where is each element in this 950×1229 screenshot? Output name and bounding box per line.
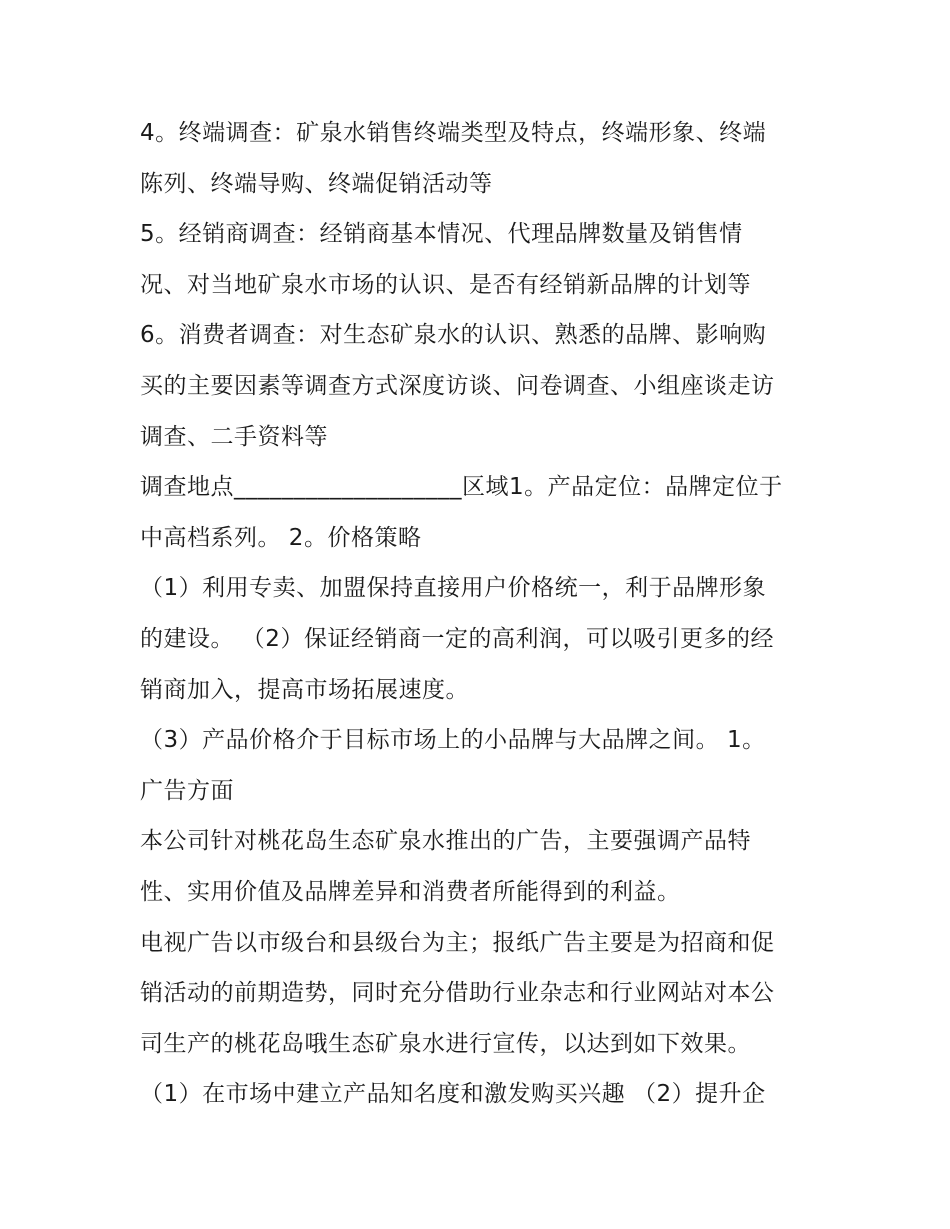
text-line: 调查地点___________________区域1。产品定位：品牌定位于 xyxy=(140,474,783,501)
text-line: 况、对当地矿泉水市场的认识、是否有经销新品牌的计划等 xyxy=(140,271,751,298)
text-line: 的建设。 （2）保证经销商一定的高利润，可以吸引更多的经 xyxy=(140,625,774,652)
text-line: 销商加入，提高市场拓展速度。 xyxy=(140,676,469,703)
text-line: 4。终端调查：矿泉水销售终端类型及特点，终端形象、终端 xyxy=(140,120,767,146)
text-line: 买的主要因素等调查方式深度访谈、问卷调查、小组座谈走访 xyxy=(140,372,775,399)
text-line: 销活动的前期造势，同时充分借助行业杂志和行业网站对本公 xyxy=(140,980,775,1007)
text-line: 司生产的桃花岛哦生态矿泉水进行宣传，以达到如下效果。 xyxy=(140,1030,751,1057)
text-line: 性、实用价值及品牌差异和消费者所能得到的利益。 xyxy=(140,878,681,905)
text-line: 广告方面 xyxy=(140,777,234,804)
text-line: 本公司针对桃花岛生态矿泉水推出的广告，主要强调产品特 xyxy=(140,828,751,855)
text-line: 5。经销商调查：经销商基本情况、代理品牌数量及销售情 xyxy=(140,221,743,248)
body-text xyxy=(140,108,820,1120)
text-line: 6。消费者调查：对生态矿泉水的认识、熟悉的品牌、影响购 xyxy=(140,322,767,349)
text-line: （3）产品价格介于目标市场上的小品牌与大品牌之间。 1。 xyxy=(140,727,766,754)
text-line: （1）在市场中建立产品知名度和激发购买兴趣 （2）提升企 xyxy=(140,1081,766,1108)
text-line: 中高档系列。 2。价格策略 xyxy=(140,524,422,551)
text-line: 调查、二手资料等 xyxy=(140,423,328,450)
text-line: 电视广告以市级台和县级台为主；报纸广告主要是为招商和促 xyxy=(140,929,775,956)
text-line: （1）利用专卖、加盟保持直接用户价格统一，利于品牌形象 xyxy=(140,575,767,602)
text-line: 陈列、终端导购、终端促销活动等 xyxy=(140,170,493,197)
